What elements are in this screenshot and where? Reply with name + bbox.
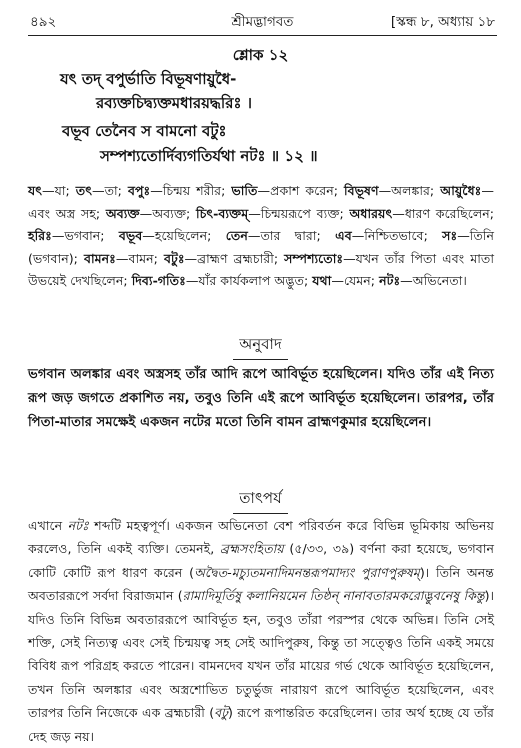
synonym-word: দিব্য-গতিঃ (131, 273, 186, 289)
synonym-word: বপুঃ (127, 183, 151, 198)
synonym-meaning: অব্যক্ত; (152, 205, 191, 221)
synonym-entry: বটুঃ—ব্রাহ্মণ ব্রহ্মচারী; (163, 250, 279, 266)
purport-text-run: (৫/৩৩, ৩৯) বর্ণনা করা হয়েছে, ভগবান কোটি কোটি রূপ ধারণ করেন ( (28, 541, 494, 580)
page-number: ৪৯২ (30, 14, 57, 30)
synonym-entry: বপুঃ—চিন্ময় শরীর; (127, 183, 226, 198)
synonym-meaning: যখন তাঁর পিতা এবং মাতা উভয়েই দেখছিলেন; (28, 250, 495, 289)
purport-text-run: )। তিনি অনন্ত অবতাররূপে সর্বদা বিরাজমান ( (28, 564, 494, 604)
synonym-word: নটঃ (379, 273, 401, 289)
purport-text-run: শব্দটি মহত্বপূর্ণ। একজন অভিনেতা বেশ পরিবর্তন করে বিভিন্ন ভূমিকায় অভিনয় করলেও, তিনি একই ব্যক্তি। তেমনই, (28, 518, 494, 557)
synonym-word: যৎ (28, 183, 42, 198)
verse-line: বভূব তেনৈব স বামনো বটুঃ (62, 122, 227, 140)
purport-italic-text: অদ্বৈত-মচ্যুতমনাদিমনন্তরূপমাদ্যং পুরাণপুরুষম্ (193, 564, 420, 580)
synonym-entry: দিব্য-গতিঃ—যাঁর কার্যকলাপ অদ্ভুত; (131, 273, 309, 289)
verse-line: রব্যক্তচিদ্ব্যক্তমধারয়দ্ধরিঃ । (96, 94, 253, 112)
book-title: শ্রীমদ্ভাগবত (231, 14, 294, 30)
purport-text-run: ) রূপে রূপান্তরিত করেছিলেন। তার অর্থ হচ্ছে যে তাঁর দেহ জড় নয়। (28, 705, 494, 744)
synonym-meaning: অভিনেতা। (412, 273, 467, 289)
synonym-meaning: হয়েছিলেন; (154, 228, 212, 244)
synonym-entry: সম্পশ্যতোঃ—যখন তাঁর পিতা এবং মাতা উভয়েই দেখছিলেন; (28, 250, 495, 289)
synonym-entry: নটঃ—অভিনেতা। (379, 273, 467, 289)
synonym-word: ভাতি (231, 183, 258, 198)
synonym-meaning: ভগবান; (64, 228, 105, 244)
synonym-word: বটুঃ (163, 250, 185, 266)
synonym-entry: বামনঃ—বামন; (83, 250, 158, 266)
synonym-meaning: যেমন; (343, 273, 376, 289)
synonym-entry: বভূব—হয়েছিলেন; (118, 228, 212, 244)
translation-heading: অনুবাদ (0, 333, 521, 360)
synonym-entry: বিভূষণ—অলঙ্কার; (344, 183, 435, 198)
sloka-title: শ্লোক ১২ (232, 46, 289, 64)
synonym-meaning: বামন; (128, 250, 158, 266)
synonym-word: হরিঃ (28, 228, 52, 244)
purport-text-run: এখানে (28, 518, 68, 533)
synonym-word: সঃ (442, 228, 458, 244)
synonym-word: বামনঃ (83, 250, 116, 266)
purport-heading: তাৎপর্য (0, 487, 521, 514)
synonym-entry: হরিঃ—ভগবান; (28, 228, 105, 244)
synonym-meaning: চিন্ময়রূপে ব্যক্ত; (260, 205, 344, 221)
synonym-entry: ভাতি—প্রকাশ করেন; (231, 183, 338, 198)
verse-line: যৎ তদ্ বপুর্ভাতি বিভূষণায়ুধৈ- (60, 70, 237, 88)
synonym-meaning: অলঙ্কার; (391, 183, 435, 198)
synonym-entry: তৎ—তা; (75, 183, 122, 198)
synonym-meaning: যা; (54, 183, 70, 198)
synonym-entry: তেন—তার দ্বারা; (225, 228, 321, 244)
synonym-entry: সঃ—তিনি (ভগবান); (28, 228, 494, 266)
synonym-entry: আয়ুধৈঃ—এবং অস্ত্র সহ; (28, 183, 494, 221)
synonym-word: আয়ুধৈঃ (440, 183, 482, 198)
chapter-reference: [স্কন্ধ ৮, অধ্যায় ১৮ (390, 14, 495, 30)
synonym-entry: অধারয়ৎ—ধারণ করেছিলেন; (349, 205, 494, 221)
synonym-meaning: যাঁর কার্যকলাপ অদ্ভুত; (198, 273, 309, 289)
synonym-meaning: তা; (104, 183, 122, 198)
synonym-word: তৎ (75, 183, 92, 198)
synonym-entry: এব—নিশ্চিতভাবে; (335, 228, 428, 244)
purport-italic-text: ব্রহ্মসংহিতায় (219, 541, 284, 557)
synonym-entry: অব্যক্ত—অব্যক্ত; (105, 205, 191, 221)
page-header (30, 11, 495, 33)
header-divider (28, 35, 497, 36)
synonym-meaning: তিনি (ভগবান); (28, 228, 494, 266)
synonym-word: এব (335, 228, 352, 244)
purport-text-run: )। যদিও তিনি বিভিন্ন অবতাররূপে আবির্ভূত হন, তবুও তাঁরা পরস্পর থেকে অভিন্ন। তিনি সেই শক্তি, সেই নিত্যত্ব এবং সেই চিন্ময়ত্ব সহ সেই আদিপুরুষ, কিন্তু তা সত্ত্বেও তিনি একই সময়ে বিবিধ রূপ পরিগ্রহ করতে পারেন। বামনদেব যখন তাঁর মায়ের গর্ভ থেকে আবির্ভূত হয়েছিলেন, তখন তিনি অলঙ্কার এবং অস্ত্রশোভিত চতুর্ভুজ নারায়ণ রূপে আবির্ভূত হয়েছিলেন, এবং তারপর তিনি নিজেকে এক ব্রহ্মচারী ( (28, 588, 494, 721)
purport-text (28, 514, 494, 748)
synonym-word: বিভূষণ (344, 183, 379, 198)
synonym-entry: যথা—যেমন; (312, 273, 376, 289)
synonym-word: চিৎ-ব্যক্তম্ (196, 205, 249, 221)
synonym-word: সম্পশ্যতোঃ (284, 250, 344, 266)
synonym-meaning: এবং অস্ত্র সহ; (28, 205, 101, 221)
synonym-meaning: ব্রাহ্মণ ব্রহ্মচারী; (197, 250, 279, 266)
synonym-meaning: ধারণ করেছিলেন; (404, 205, 494, 221)
synonym-word: অব্যক্ত (105, 205, 140, 221)
purport-italic-text: রামাদিমূর্তিষু কলানিয়মেন তিষ্ঠন্ নানাবতারমকরোদ্ভুবনেষু কিন্তু (182, 588, 485, 604)
synonym-word: তেন (225, 228, 248, 244)
verse-line: সম্পশ্যতোর্দিব্যগতির্যথা নটঃ ॥ ১২ ॥ (100, 147, 318, 165)
purport-italic-text: নটঃ (67, 518, 89, 533)
synonym-word: বভূব (118, 228, 143, 244)
synonym-entry: চিৎ-ব্যক্তম্—চিন্ময়রূপে ব্যক্ত; (196, 205, 344, 221)
synonym-meaning: চিন্ময় শরীর; (162, 183, 226, 198)
purport-italic-text: বটু (214, 705, 229, 721)
synonym-word: যথা (312, 273, 332, 289)
translation-text: ভগবান অলঙ্কার এবং অস্ত্রসহ তাঁর আদি রূপে আবির্ভূত হয়েছিলেন। যদিও তাঁর এই নিত্য রূপ জড় জগতে প্রকাশিত নয়, তবুও তিনি এই রূপে আবির্ভূত হয়েছিলেন। তারপর, তাঁর পিতা-মাতার সমক্ষেই একজন নটের মতো তিনি বামন ব্রাহ্মণকুমার হয়েছিলেন। (28, 367, 494, 430)
synonym-meaning: তার দ্বারা; (260, 228, 321, 244)
synonym-meaning: প্রকাশ করেন; (270, 183, 338, 198)
synonym-word: অধারয়ৎ (349, 205, 393, 221)
word-for-word-synonyms (28, 180, 494, 293)
synonym-meaning: নিশ্চিতভাবে; (364, 228, 428, 244)
synonym-entry: যৎ—যা; (28, 183, 70, 198)
